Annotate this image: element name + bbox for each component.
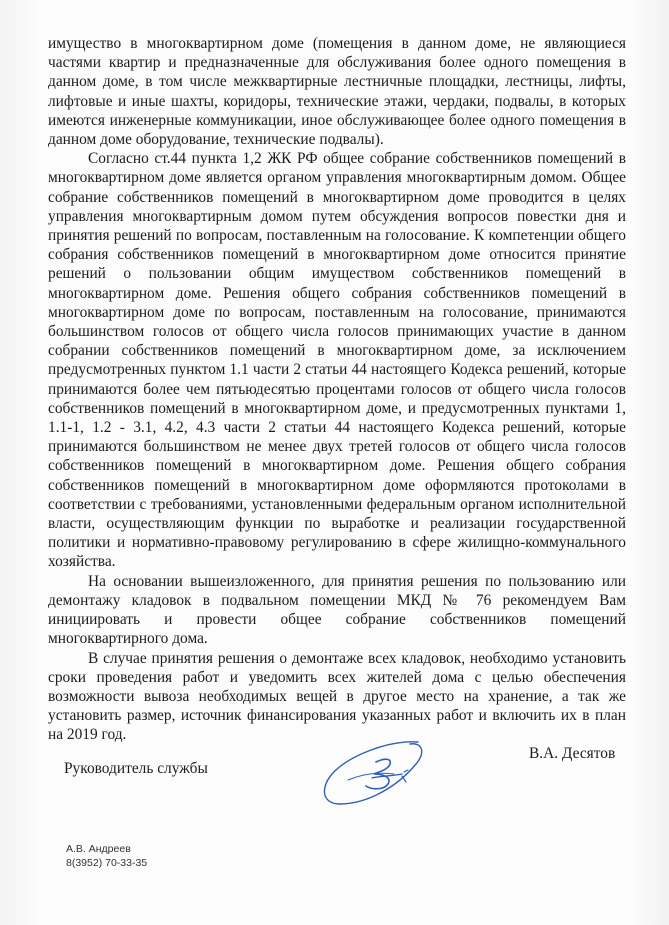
paragraph-dismantling: В случае принятия решения о демонтаже всех кладовок, необходимо установить сроки проведения работ и уведомить всех жителей дома с целью обеспечения возможности вывоза необходимых вещей в другое место на хранение, а так же установить размер, источник финансирования указанных работ и включить их в план на 2019 год. <box>48 649 626 744</box>
paragraph-general-meeting: Согласно ст.44 пункта 1,2 ЖК РФ общее собрание собственников помещений в многоквартирном доме является органом управления многоквартирным домом. Общее собрание собственников помещений в многоквартирном доме проводится в целях управления многоквартирным домом путем обсуждения вопросов повестки дня и принятия решений по вопросам, поставленным на голосование. К компетенции общего собрания собственников помещений в многоквартирном доме относится принятие решений о пользовании общим имуществом собственников помещений в многоквартирном доме. Решения общего собрания собственников помещений в многоквартирном доме по вопросам, поставленным на голосование, принимаются большинством голосов от общего числа голосов принимающих участие в данном собрании собственников помещений в многоквартирном доме, за исключением предусмотренных пунктом 1.1 части 2 статьи 44 настоящего Кодекса решений, которые принимаются более чем пятьюдесятью процентами голосов от общего числа голосов собственников помещений в многоквартирном доме, и предусмотренных пунктами 1, 1.1-1, 1.2 - 3.1, 4.2, 4.3 части 2 статьи 44 настоящего Кодекса решений, которые принимаются большинством не менее двух третей голосов от общего числа голосов собственников помещений в многоквартирном доме. Решения общего собрания собственников помещений в многоквартирном доме оформляются протоколами в соответствии с требованиями, установленными федеральным органом исполнительной власти, осуществляющим функции по выработке и реализации государственной политики и нормативно-правовому регулированию в сфере жилищно-коммунального хозяйства. <box>48 150 626 571</box>
executor-name: А.В. Андреев <box>66 843 131 855</box>
paragraph-common-property: имущество в многоквартирном доме (помещения в данном доме, не являющиеся частями квартир и предназначенные для обслуживания более одного помещения в данном доме, в том числе межквартирные лестничные площадки, лестницы, лифты, лифтовые и иные шахты, коридоры, технические этажи, чердаки, подвалы, в которых имеются инженерные коммуникации, иное обслуживающее более одного помещения в данном доме оборудование, технические подвалы). <box>48 35 626 149</box>
executor-block <box>66 842 147 870</box>
document-body <box>48 34 626 745</box>
handwritten-signature <box>318 734 434 812</box>
signer-title: Руководитель службы <box>64 760 208 777</box>
signer-name: В.А. Десятов <box>529 745 616 762</box>
paragraph-recommendation: На основании вышеизложенного, для принятия решения по пользованию или демонтажу кладовок в подвальном помещении МКД № 76 рекомендуем Вам инициировать и провести общее собрание собственников помещений многоквартирного дома. <box>48 572 626 648</box>
executor-phone: 8(3952) 70-33-35 <box>66 857 148 869</box>
